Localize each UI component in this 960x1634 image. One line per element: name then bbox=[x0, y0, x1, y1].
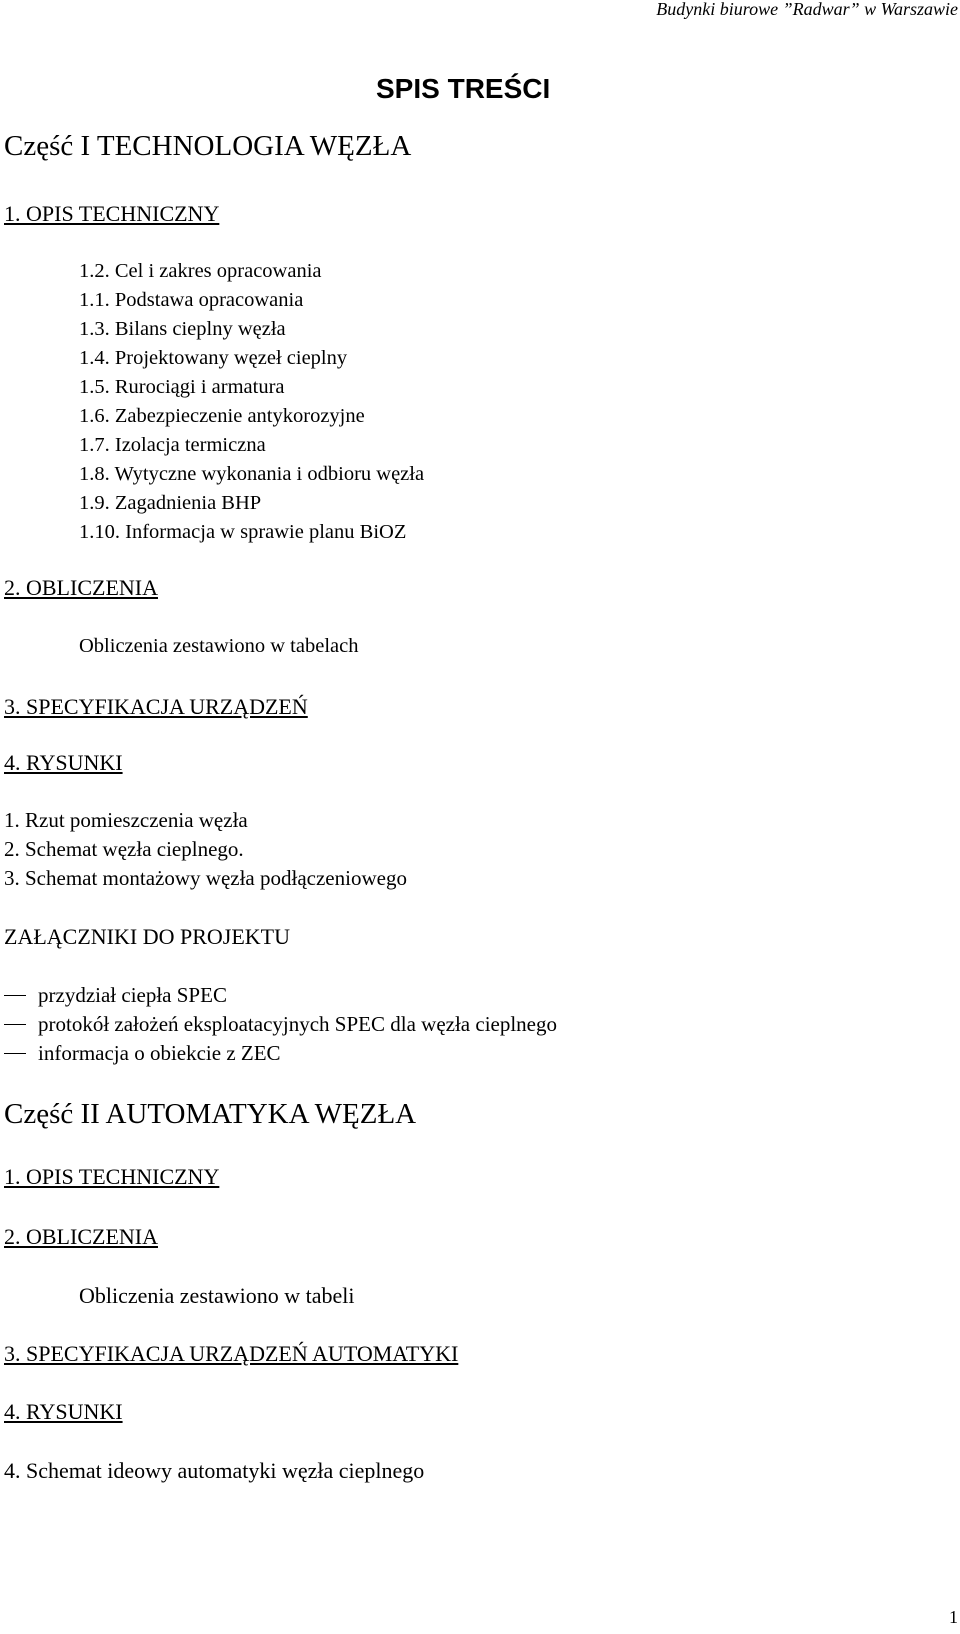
attachment-item: protokół założeń eksploatacyjnych SPEC dla węzła cieplnego bbox=[4, 1012, 557, 1037]
p2-obliczenia-note: Obliczenia zestawiono w tabeli bbox=[79, 1283, 355, 1308]
p1-subsection-1-7: 1.7. Izolacja termiczna bbox=[79, 434, 266, 456]
p1-drawing-3: 3. Schemat montażowy węzła podłączeniowego bbox=[4, 866, 407, 890]
p1-section-obliczenia: 2. OBLICZENIA bbox=[4, 575, 158, 600]
dash-bullet-icon bbox=[4, 1024, 26, 1025]
p2-section-specyfikacja: 3. SPECYFIKACJA URZĄDZEŃ AUTOMATYKI bbox=[4, 1341, 459, 1366]
part-2-title: Część II AUTOMATYKA WĘZŁA bbox=[4, 1098, 417, 1130]
attachment-item: przydział ciepła SPEC bbox=[4, 983, 227, 1008]
p1-subsection-1-4: 1.4. Projektowany węzeł cieplny bbox=[79, 347, 348, 369]
p2-section-opis-techniczny: 1. OPIS TECHNICZNY bbox=[4, 1164, 220, 1189]
p1-subsection-1-2: 1.2. Cel i zakres opracowania bbox=[79, 260, 322, 282]
p2-section-rysunki: 4. RYSUNKI bbox=[4, 1399, 123, 1424]
p2-section-obliczenia: 2. OBLICZENIA bbox=[4, 1224, 158, 1249]
document-header-note: Budynki biurowe ”Radwar” w Warszawie bbox=[656, 0, 958, 19]
dash-bullet-icon bbox=[4, 1053, 26, 1054]
p1-subsection-1-1: 1.1. Podstawa opracowania bbox=[79, 289, 304, 311]
attachments-title: ZAŁĄCZNIKI DO PROJEKTU bbox=[4, 924, 290, 949]
p1-drawing-2: 2. Schemat węzła cieplnego. bbox=[4, 837, 244, 861]
p1-subsection-1-5: 1.5. Rurociągi i armatura bbox=[79, 376, 285, 398]
p1-subsection-1-6: 1.6. Zabezpieczenie antykorozyjne bbox=[79, 405, 365, 427]
page-number: 1 bbox=[949, 1607, 958, 1627]
p1-subsection-1-10: 1.10. Informacja w sprawie planu BiOZ bbox=[79, 521, 407, 543]
p1-section-rysunki: 4. RYSUNKI bbox=[4, 750, 123, 775]
p1-section-specyfikacja: 3. SPECYFIKACJA URZĄDZEŃ bbox=[4, 694, 308, 719]
attachment-item: informacja o obiekcie z ZEC bbox=[4, 1041, 281, 1066]
p2-drawing-4: 4. Schemat ideowy automatyki węzła cieplnego bbox=[4, 1458, 425, 1483]
p1-drawing-1: 1. Rzut pomieszczenia węzła bbox=[4, 808, 248, 832]
p1-subsection-1-8: 1.8. Wytyczne wykonania i odbioru węzła bbox=[79, 463, 425, 485]
dash-bullet-icon bbox=[4, 995, 26, 996]
part-1-title: Część I TECHNOLOGIA WĘZŁA bbox=[4, 130, 412, 162]
p1-section-opis-techniczny: 1. OPIS TECHNICZNY bbox=[4, 201, 220, 226]
toc-title: SPIS TREŚCI bbox=[376, 73, 551, 104]
p1-subsection-1-9: 1.9. Zagadnienia BHP bbox=[79, 492, 262, 514]
p1-obliczenia-note: Obliczenia zestawiono w tabelach bbox=[79, 635, 359, 657]
p1-subsection-1-3: 1.3. Bilans cieplny węzła bbox=[79, 318, 286, 340]
